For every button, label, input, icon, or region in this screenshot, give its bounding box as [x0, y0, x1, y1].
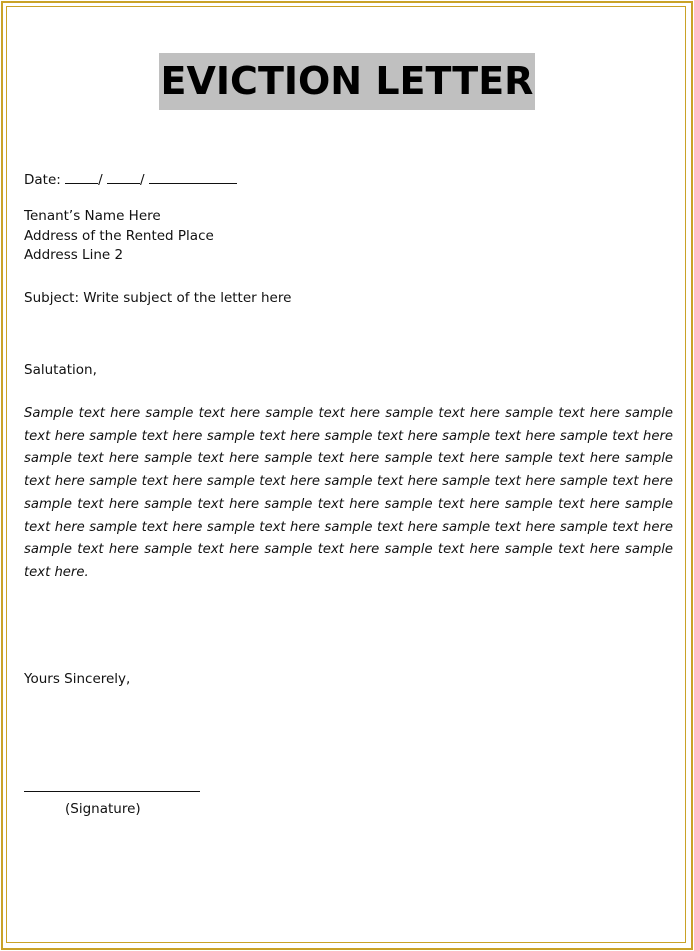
date-label: Date:: [24, 172, 61, 188]
letter-title: EVICTION LETTER: [159, 53, 536, 110]
address-line-1: Address of the Rented Place: [24, 227, 214, 244]
subject-line: Subject: Write subject of the letter here: [24, 290, 292, 306]
salutation: Salutation,: [24, 362, 97, 378]
date-line: [24, 169, 237, 190]
letter-body: Sample text here sample text here sample text here sample text here sample text here sample text here sample text here sample text here sample text here sample text here sample text here sample text here sample text here sample text here sample text here sample text here sample text here sample text here sample text here sample text here sample text here sample text here sample text here sample text here sample text here sample text here sample text here sample text here sample text here sample text here sample text here sample text here sample text here sample text here sample text here sample text here sample text here sample text here sample text here.: [24, 406, 673, 580]
recipient-address-block: [24, 207, 214, 266]
signature-label: (Signature): [65, 801, 141, 817]
date-blank-month: [107, 169, 140, 184]
date-blank-day: [65, 169, 98, 184]
address-line-2: Address Line 2: [24, 247, 124, 263]
date-blank-year: [149, 169, 237, 184]
tenant-name: Tenant’s Name Here: [24, 208, 161, 224]
signature-line: [24, 791, 200, 792]
date-separator-2: /: [139, 172, 145, 188]
date-separator-1: /: [98, 172, 103, 188]
title-container: [0, 53, 694, 110]
closing: Yours Sincerely,: [24, 671, 131, 687]
